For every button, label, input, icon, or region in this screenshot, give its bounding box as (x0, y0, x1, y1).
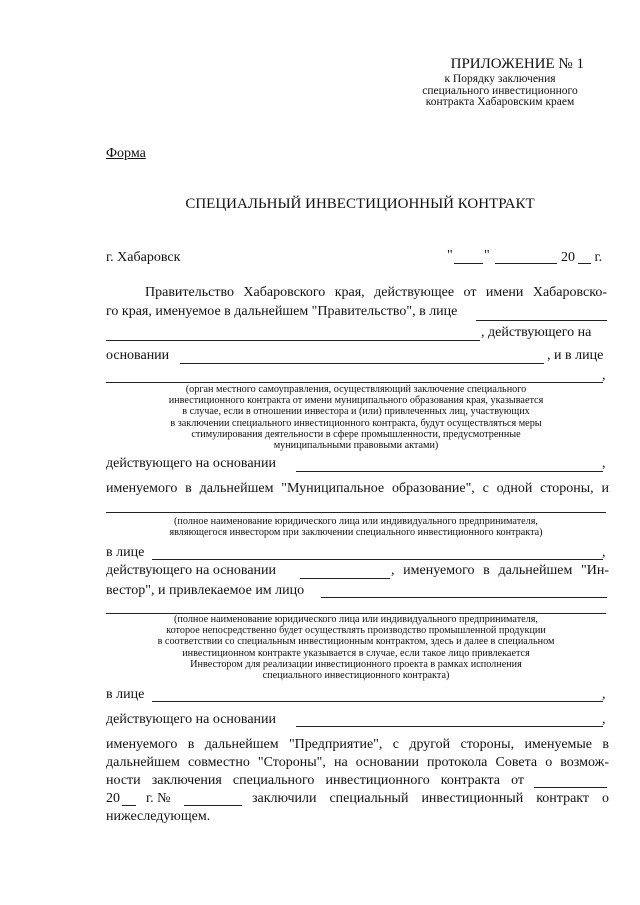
comma: , (602, 456, 606, 471)
date-year-suffix: г. (591, 250, 603, 265)
appendix-subtitle (400, 74, 600, 109)
note-line: в случае, если в отношении инвестора и (или) привлеченных лиц, участвующих (182, 406, 530, 418)
note-line: Инвестором для реализации инвестиционного проекта в рамках исполнения (190, 658, 522, 670)
note-line: инвестиционного контракта от имени муниципального образования края, указывается (168, 395, 544, 407)
note-line: (орган местного самоуправления, осуществляющий заключение специального (185, 384, 527, 395)
date-quote-close: " (484, 248, 490, 263)
final-line3: ности заключения специального инвестиционного контракта от (106, 773, 524, 788)
note-line: специального инвестиционного контракта) (262, 670, 450, 682)
comma: , (602, 545, 606, 560)
protocol-date-blank (534, 787, 607, 788)
note-enterprise (100, 614, 612, 681)
date-year-prefix: 20 (561, 250, 575, 265)
para1-line4-prefix: основании (106, 348, 170, 363)
municipal-named: именуемого в дальнейшем "Муниципальное образование", с одной стороны, и (106, 481, 609, 496)
final-year-prefix: 20 (106, 791, 120, 806)
investor-line2: вестор", и привлекаемое им лицо (106, 583, 305, 598)
document-title: СПЕЦИАЛЬНЫЙ ИНВЕСТИЦИОННЫЙ КОНТРАКТ (185, 196, 535, 212)
note-line: которое непосредственно будет осуществлять производство промышленной продукции (166, 625, 546, 637)
date-year-blank (578, 263, 591, 264)
final-year-blank (122, 805, 136, 806)
para1-line2: го края, именуемое в дальнейшем "Правительство", в лице (106, 304, 458, 319)
date-month-blank (495, 263, 557, 264)
municipal-body-blank (106, 382, 603, 383)
comma: , (602, 712, 606, 727)
government-rep-blank (476, 320, 607, 321)
comma: , (602, 368, 606, 383)
note-municipal (106, 384, 606, 451)
date-quote-open: " (447, 248, 453, 263)
investor-person-blank (152, 559, 603, 560)
note-investor (106, 516, 606, 538)
enterprise-person-label: в лице (106, 687, 145, 702)
appendix-title: ПРИЛОЖЕНИЕ № 1 (450, 56, 584, 72)
protocol-number-blank (184, 805, 242, 806)
attracted-person-blank (321, 597, 607, 598)
investor-basis-label: действующего на основании (106, 563, 277, 578)
enterprise-person-blank (152, 701, 603, 702)
enterprise-basis-blank (296, 726, 603, 727)
note-line: (полное наименование юридического лица или индивидуального предпринимателя, (174, 614, 538, 625)
note-line: инвестиционном контракте указывается в случае, если такое лицо привлекается (182, 647, 530, 659)
para1-line1: Правительство Хабаровского края, действующее от имени Хабаровско- (145, 285, 607, 300)
note-line: являющегося инвестором при заключении специального инвестиционного контракта) (169, 527, 543, 539)
basis-blank (180, 363, 544, 364)
investor-named: , именуемого в дальнейшем "Ин- (391, 563, 609, 578)
date-day-blank (454, 263, 483, 264)
final-line1: именуемого в дальнейшем "Предприятие", с другой стороны, именуемые в (106, 737, 609, 752)
appendix-line: к Порядку заключения (444, 73, 556, 85)
note-line: муниципальными правовыми актами) (273, 440, 439, 452)
government-rep-blank-2 (106, 340, 480, 341)
final-line5: нижеследующем. (106, 809, 211, 824)
note-line: в соответствии со специальным инвестиционным контрактом, здесь и далее в специальном (157, 636, 555, 648)
appendix-line: специального инвестиционного (422, 84, 578, 97)
municipal-basis-label: действующего на основании (106, 456, 277, 471)
para1-line3-suffix: , действующего на (481, 325, 592, 340)
note-line: стимулирования деятельности в сфере промышленности, предусмотренные (191, 428, 521, 440)
note-line: в заключении специального инвестиционного контракта, будут осуществляться меры (170, 417, 542, 429)
investor-basis-blank (300, 578, 390, 579)
municipal-basis-blank (296, 471, 603, 472)
final-line2: дальнейшем совместно "Стороны", на основании протокола Совета о возмож- (106, 755, 609, 770)
final-line4: заключили специальный инвестиционный контракт о (252, 791, 609, 806)
para1-line4-suffix: , и в лице (547, 348, 604, 363)
form-label: Форма (106, 146, 146, 161)
final-number-label: г. № (146, 791, 171, 806)
enterprise-basis-label: действующего на основании (106, 712, 277, 727)
investor-name-blank (106, 512, 606, 513)
note-line: (полное наименование юридического лица или индивидуального предпринимателя, (174, 516, 538, 527)
comma: , (602, 687, 606, 702)
appendix-line: контракта Хабаровским краем (425, 96, 575, 108)
city: г. Хабаровск (106, 250, 181, 265)
investor-person-label: в лице (106, 545, 145, 560)
